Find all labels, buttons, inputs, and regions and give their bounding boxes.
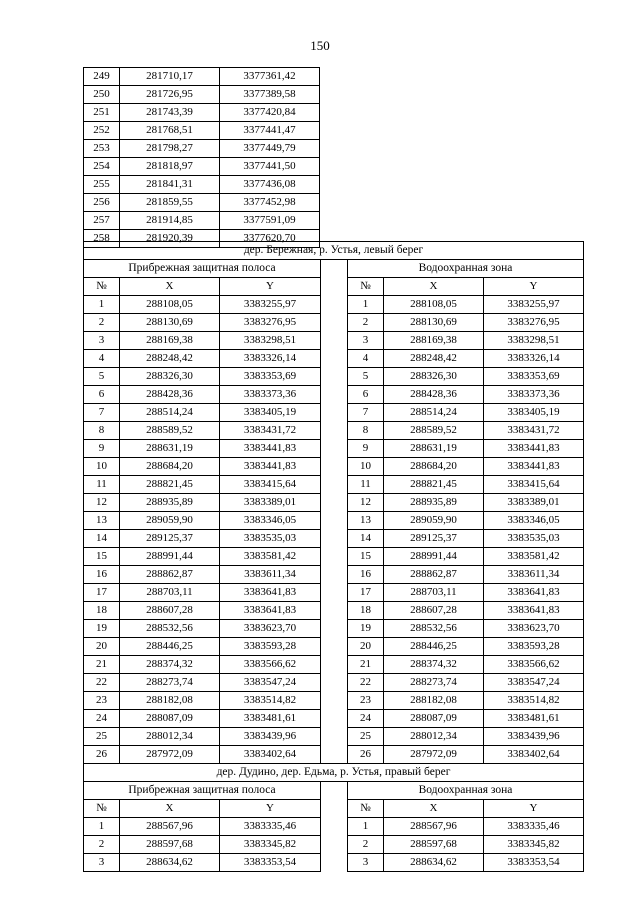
y-coordinate: 3383641,83	[484, 602, 584, 620]
y-coordinate: 3383481,61	[484, 710, 584, 728]
point-number: 18	[84, 602, 120, 620]
y-coordinate: 3383535,03	[220, 530, 321, 548]
table-row	[84, 656, 584, 674]
y-coordinate: 3383581,42	[220, 548, 321, 566]
section2-title: дер. Дудино, дер. Едьма, р. Устья, правый берег	[84, 764, 584, 782]
y-coordinate: 3383641,83	[220, 602, 321, 620]
spacer	[321, 458, 348, 476]
y-coordinate: 3383514,82	[220, 692, 321, 710]
y-coordinate: 3383431,72	[220, 422, 321, 440]
point-number: 17	[348, 584, 384, 602]
point-number: 15	[84, 548, 120, 566]
spacer	[321, 782, 348, 800]
spacer	[321, 368, 348, 386]
y-coordinate: 3383345,82	[220, 836, 321, 854]
table-row	[84, 602, 584, 620]
table-row	[84, 620, 584, 638]
point-number: 10	[84, 458, 120, 476]
y-coordinate: 3383335,46	[484, 818, 584, 836]
y-coordinate: 3383611,34	[484, 566, 584, 584]
point-number: 18	[348, 602, 384, 620]
point-number: 3	[348, 332, 384, 350]
x-coordinate: 288991,44	[120, 548, 220, 566]
point-number: 2	[84, 836, 120, 854]
x-coordinate: 288567,96	[384, 818, 484, 836]
x-coordinate: 281768,51	[120, 122, 220, 140]
y-coordinate: 3383276,95	[484, 314, 584, 332]
spacer	[321, 386, 348, 404]
y-coordinate: 3383441,83	[484, 458, 584, 476]
point-number: 12	[348, 494, 384, 512]
y-coordinate: 3383439,96	[484, 728, 584, 746]
y-coordinate: 3377620,70	[220, 230, 320, 248]
y-coordinate: 3377389,58	[220, 86, 320, 104]
col-no-header: №	[84, 278, 120, 296]
y-coordinate: 3377420,84	[220, 104, 320, 122]
point-number: 16	[348, 566, 384, 584]
spacer	[321, 836, 348, 854]
point-number: 21	[84, 656, 120, 674]
point-number: 25	[84, 728, 120, 746]
table-row	[84, 104, 320, 122]
y-coordinate: 3383481,61	[220, 710, 321, 728]
x-coordinate: 281914,85	[120, 212, 220, 230]
y-coordinate: 3383405,19	[220, 404, 321, 422]
y-coordinate: 3383389,01	[220, 494, 321, 512]
x-coordinate: 288631,19	[120, 440, 220, 458]
spacer	[321, 674, 348, 692]
spacer	[321, 422, 348, 440]
y-coordinate: 3383353,69	[484, 368, 584, 386]
y-coordinate: 3377452,98	[220, 194, 320, 212]
y-coordinate: 3383441,83	[220, 440, 321, 458]
point-number: 258	[84, 230, 120, 248]
point-number: 19	[84, 620, 120, 638]
table-row	[84, 386, 584, 404]
point-number: 11	[348, 476, 384, 494]
x-coordinate: 288087,09	[120, 710, 220, 728]
spacer	[321, 440, 348, 458]
point-number: 20	[348, 638, 384, 656]
y-coordinate: 3383441,83	[220, 458, 321, 476]
table-row	[84, 68, 320, 86]
point-number: 24	[84, 710, 120, 728]
spacer	[321, 314, 348, 332]
table-row	[84, 332, 584, 350]
table-row	[84, 314, 584, 332]
y-coordinate: 3377441,50	[220, 158, 320, 176]
point-number: 22	[84, 674, 120, 692]
col-x-header: X	[384, 278, 484, 296]
x-coordinate: 288428,36	[120, 386, 220, 404]
table-row	[84, 476, 584, 494]
table-row	[84, 440, 584, 458]
x-coordinate: 288703,11	[384, 584, 484, 602]
y-coordinate: 3383593,28	[484, 638, 584, 656]
spacer	[321, 512, 348, 530]
y-coordinate: 3383402,64	[484, 746, 584, 764]
point-number: 5	[84, 368, 120, 386]
spacer	[321, 746, 348, 764]
x-coordinate: 288607,28	[384, 602, 484, 620]
point-number: 5	[348, 368, 384, 386]
x-coordinate: 288374,32	[120, 656, 220, 674]
point-number: 8	[348, 422, 384, 440]
spacer	[321, 620, 348, 638]
point-number: 15	[348, 548, 384, 566]
spacer	[321, 350, 348, 368]
point-number: 1	[84, 296, 120, 314]
x-coordinate: 288514,24	[384, 404, 484, 422]
point-number: 257	[84, 212, 120, 230]
point-number: 2	[348, 836, 384, 854]
point-number: 11	[84, 476, 120, 494]
point-number: 23	[348, 692, 384, 710]
table-row	[84, 458, 584, 476]
table-row	[84, 404, 584, 422]
y-coordinate: 3383326,14	[220, 350, 321, 368]
col-y-header: Y	[220, 278, 321, 296]
y-coordinate: 3383389,01	[484, 494, 584, 512]
table-row	[84, 368, 584, 386]
x-coordinate: 288182,08	[120, 692, 220, 710]
table-row	[84, 674, 584, 692]
point-number: 4	[348, 350, 384, 368]
point-number: 9	[348, 440, 384, 458]
x-coordinate: 288821,45	[120, 476, 220, 494]
x-coordinate: 288862,87	[384, 566, 484, 584]
spacer	[321, 296, 348, 314]
point-number: 13	[348, 512, 384, 530]
x-coordinate: 288248,42	[120, 350, 220, 368]
spacer	[321, 548, 348, 566]
section1-right-title: Водоохранная зона	[348, 260, 584, 278]
x-coordinate: 281859,55	[120, 194, 220, 212]
point-number: 13	[84, 512, 120, 530]
point-number: 251	[84, 104, 120, 122]
x-coordinate: 288169,38	[120, 332, 220, 350]
table-row	[84, 548, 584, 566]
x-coordinate: 288514,24	[120, 404, 220, 422]
x-coordinate: 288108,05	[120, 296, 220, 314]
x-coordinate: 288130,69	[384, 314, 484, 332]
x-coordinate: 288532,56	[120, 620, 220, 638]
y-coordinate: 3383441,83	[484, 440, 584, 458]
section2-left-title: Прибрежная защитная полоса	[84, 782, 321, 800]
x-coordinate: 288326,30	[120, 368, 220, 386]
table-row	[84, 512, 584, 530]
x-coordinate: 288589,52	[384, 422, 484, 440]
y-coordinate: 3383346,05	[220, 512, 321, 530]
point-number: 255	[84, 176, 120, 194]
point-number: 24	[348, 710, 384, 728]
point-number: 1	[348, 296, 384, 314]
y-coordinate: 3383415,64	[220, 476, 321, 494]
x-coordinate: 288821,45	[384, 476, 484, 494]
x-coordinate: 288428,36	[384, 386, 484, 404]
x-coordinate: 288326,30	[384, 368, 484, 386]
y-coordinate: 3377591,09	[220, 212, 320, 230]
x-coordinate: 281743,39	[120, 104, 220, 122]
table-row	[84, 296, 584, 314]
point-number: 253	[84, 140, 120, 158]
point-number: 10	[348, 458, 384, 476]
y-coordinate: 3383276,95	[220, 314, 321, 332]
table-row	[84, 692, 584, 710]
point-number: 249	[84, 68, 120, 86]
x-coordinate: 288273,74	[120, 674, 220, 692]
table-row	[84, 422, 584, 440]
spacer	[321, 638, 348, 656]
spacer	[321, 332, 348, 350]
x-coordinate: 288374,32	[384, 656, 484, 674]
spacer	[321, 566, 348, 584]
table-row	[84, 86, 320, 104]
x-coordinate: 289125,37	[120, 530, 220, 548]
table-row	[84, 818, 584, 836]
point-number: 22	[348, 674, 384, 692]
point-number: 3	[84, 332, 120, 350]
x-coordinate: 288273,74	[384, 674, 484, 692]
y-coordinate: 3377361,42	[220, 68, 320, 86]
section2-right-title: Водоохранная зона	[348, 782, 584, 800]
y-coordinate: 3383345,82	[484, 836, 584, 854]
x-coordinate: 287972,09	[120, 746, 220, 764]
x-coordinate: 288108,05	[384, 296, 484, 314]
point-number: 6	[84, 386, 120, 404]
y-coordinate: 3383611,34	[220, 566, 321, 584]
y-coordinate: 3383353,54	[484, 854, 584, 872]
col-no-header: №	[348, 800, 384, 818]
table-row	[84, 212, 320, 230]
spacer	[321, 260, 348, 278]
point-number: 254	[84, 158, 120, 176]
table-row	[84, 194, 320, 212]
point-number: 20	[84, 638, 120, 656]
x-coordinate: 288446,25	[120, 638, 220, 656]
x-coordinate: 288169,38	[384, 332, 484, 350]
table-row	[84, 710, 584, 728]
spacer	[321, 278, 348, 296]
point-number: 26	[84, 746, 120, 764]
table-row	[84, 638, 584, 656]
col-x-header: X	[384, 800, 484, 818]
y-coordinate: 3377449,79	[220, 140, 320, 158]
x-coordinate: 289059,90	[120, 512, 220, 530]
point-number: 9	[84, 440, 120, 458]
zones-coordinates-table	[83, 241, 584, 872]
x-coordinate: 287972,09	[384, 746, 484, 764]
x-coordinate: 289125,37	[384, 530, 484, 548]
col-y-header: Y	[484, 278, 584, 296]
y-coordinate: 3383431,72	[484, 422, 584, 440]
table-row	[84, 122, 320, 140]
y-coordinate: 3383353,54	[220, 854, 321, 872]
spacer	[321, 602, 348, 620]
y-coordinate: 3383255,97	[484, 296, 584, 314]
y-coordinate: 3383593,28	[220, 638, 321, 656]
x-coordinate: 288597,68	[120, 836, 220, 854]
x-coordinate: 288446,25	[384, 638, 484, 656]
point-number: 3	[348, 854, 384, 872]
table-row	[84, 350, 584, 368]
x-coordinate: 288631,19	[384, 440, 484, 458]
y-coordinate: 3383566,62	[220, 656, 321, 674]
y-coordinate: 3383373,36	[220, 386, 321, 404]
y-coordinate: 3383581,42	[484, 548, 584, 566]
spacer	[321, 476, 348, 494]
x-coordinate: 288935,89	[120, 494, 220, 512]
y-coordinate: 3383439,96	[220, 728, 321, 746]
section1-title: дер. Бережная, р. Устья, левый берег	[84, 242, 584, 260]
point-number: 2	[348, 314, 384, 332]
y-coordinate: 3383373,36	[484, 386, 584, 404]
y-coordinate: 3383623,70	[484, 620, 584, 638]
spacer	[321, 854, 348, 872]
point-number: 6	[348, 386, 384, 404]
point-number: 1	[348, 818, 384, 836]
table-row	[84, 530, 584, 548]
y-coordinate: 3383641,83	[220, 584, 321, 602]
x-coordinate: 288182,08	[384, 692, 484, 710]
y-coordinate: 3377441,47	[220, 122, 320, 140]
point-number: 21	[348, 656, 384, 674]
col-y-header: Y	[484, 800, 584, 818]
table-row	[84, 728, 584, 746]
x-coordinate: 288862,87	[120, 566, 220, 584]
x-coordinate: 281798,27	[120, 140, 220, 158]
y-coordinate: 3383415,64	[484, 476, 584, 494]
y-coordinate: 3383535,03	[484, 530, 584, 548]
x-coordinate: 281710,17	[120, 68, 220, 86]
spacer	[321, 404, 348, 422]
y-coordinate: 3383547,24	[484, 674, 584, 692]
x-coordinate: 288935,89	[384, 494, 484, 512]
x-coordinate: 288130,69	[120, 314, 220, 332]
col-no-header: №	[84, 800, 120, 818]
point-number: 12	[84, 494, 120, 512]
col-x-header: X	[120, 800, 220, 818]
x-coordinate: 288567,96	[120, 818, 220, 836]
x-coordinate: 288012,34	[384, 728, 484, 746]
point-number: 7	[348, 404, 384, 422]
x-coordinate: 288684,20	[120, 458, 220, 476]
x-coordinate: 288991,44	[384, 548, 484, 566]
y-coordinate: 3383346,05	[484, 512, 584, 530]
y-coordinate: 3383514,82	[484, 692, 584, 710]
spacer	[321, 530, 348, 548]
table-row	[84, 494, 584, 512]
point-number: 17	[84, 584, 120, 602]
top-coordinates-table	[83, 67, 320, 248]
x-coordinate: 288684,20	[384, 458, 484, 476]
point-number: 7	[84, 404, 120, 422]
point-number: 16	[84, 566, 120, 584]
spacer	[321, 728, 348, 746]
spacer	[321, 584, 348, 602]
y-coordinate: 3383335,46	[220, 818, 321, 836]
y-coordinate: 3383623,70	[220, 620, 321, 638]
point-number: 1	[84, 818, 120, 836]
point-number: 14	[84, 530, 120, 548]
x-coordinate: 288589,52	[120, 422, 220, 440]
x-coordinate: 288607,28	[120, 602, 220, 620]
spacer	[321, 710, 348, 728]
y-coordinate: 3383298,51	[484, 332, 584, 350]
spacer	[321, 818, 348, 836]
section1-left-title: Прибрежная защитная полоса	[84, 260, 321, 278]
x-coordinate: 281841,31	[120, 176, 220, 194]
col-no-header: №	[348, 278, 384, 296]
x-coordinate: 288703,11	[120, 584, 220, 602]
y-coordinate: 3383405,19	[484, 404, 584, 422]
x-coordinate: 288248,42	[384, 350, 484, 368]
col-y-header: Y	[220, 800, 321, 818]
table-row	[84, 158, 320, 176]
x-coordinate: 281920,39	[120, 230, 220, 248]
y-coordinate: 3383255,97	[220, 296, 321, 314]
x-coordinate: 288012,34	[120, 728, 220, 746]
y-coordinate: 3383641,83	[484, 584, 584, 602]
x-coordinate: 281818,97	[120, 158, 220, 176]
x-coordinate: 288532,56	[384, 620, 484, 638]
table-row	[84, 584, 584, 602]
table-row	[84, 836, 584, 854]
table-row	[84, 746, 584, 764]
y-coordinate: 3383402,64	[220, 746, 321, 764]
spacer	[321, 656, 348, 674]
table-row	[84, 140, 320, 158]
y-coordinate: 3377436,08	[220, 176, 320, 194]
x-coordinate: 288634,62	[384, 854, 484, 872]
spacer	[321, 494, 348, 512]
point-number: 256	[84, 194, 120, 212]
y-coordinate: 3383566,62	[484, 656, 584, 674]
x-coordinate: 288597,68	[384, 836, 484, 854]
table-row	[84, 176, 320, 194]
point-number: 3	[84, 854, 120, 872]
point-number: 19	[348, 620, 384, 638]
spacer	[321, 800, 348, 818]
table-row	[84, 854, 584, 872]
x-coordinate: 288634,62	[120, 854, 220, 872]
point-number: 4	[84, 350, 120, 368]
y-coordinate: 3383326,14	[484, 350, 584, 368]
x-coordinate: 288087,09	[384, 710, 484, 728]
y-coordinate: 3383353,69	[220, 368, 321, 386]
y-coordinate: 3383547,24	[220, 674, 321, 692]
point-number: 25	[348, 728, 384, 746]
col-x-header: X	[120, 278, 220, 296]
page-number: 150	[310, 38, 330, 53]
point-number: 250	[84, 86, 120, 104]
point-number: 26	[348, 746, 384, 764]
y-coordinate: 3383298,51	[220, 332, 321, 350]
x-coordinate: 281726,95	[120, 86, 220, 104]
point-number: 252	[84, 122, 120, 140]
point-number: 2	[84, 314, 120, 332]
point-number: 23	[84, 692, 120, 710]
table-row	[84, 566, 584, 584]
point-number: 8	[84, 422, 120, 440]
x-coordinate: 289059,90	[384, 512, 484, 530]
point-number: 14	[348, 530, 384, 548]
spacer	[321, 692, 348, 710]
